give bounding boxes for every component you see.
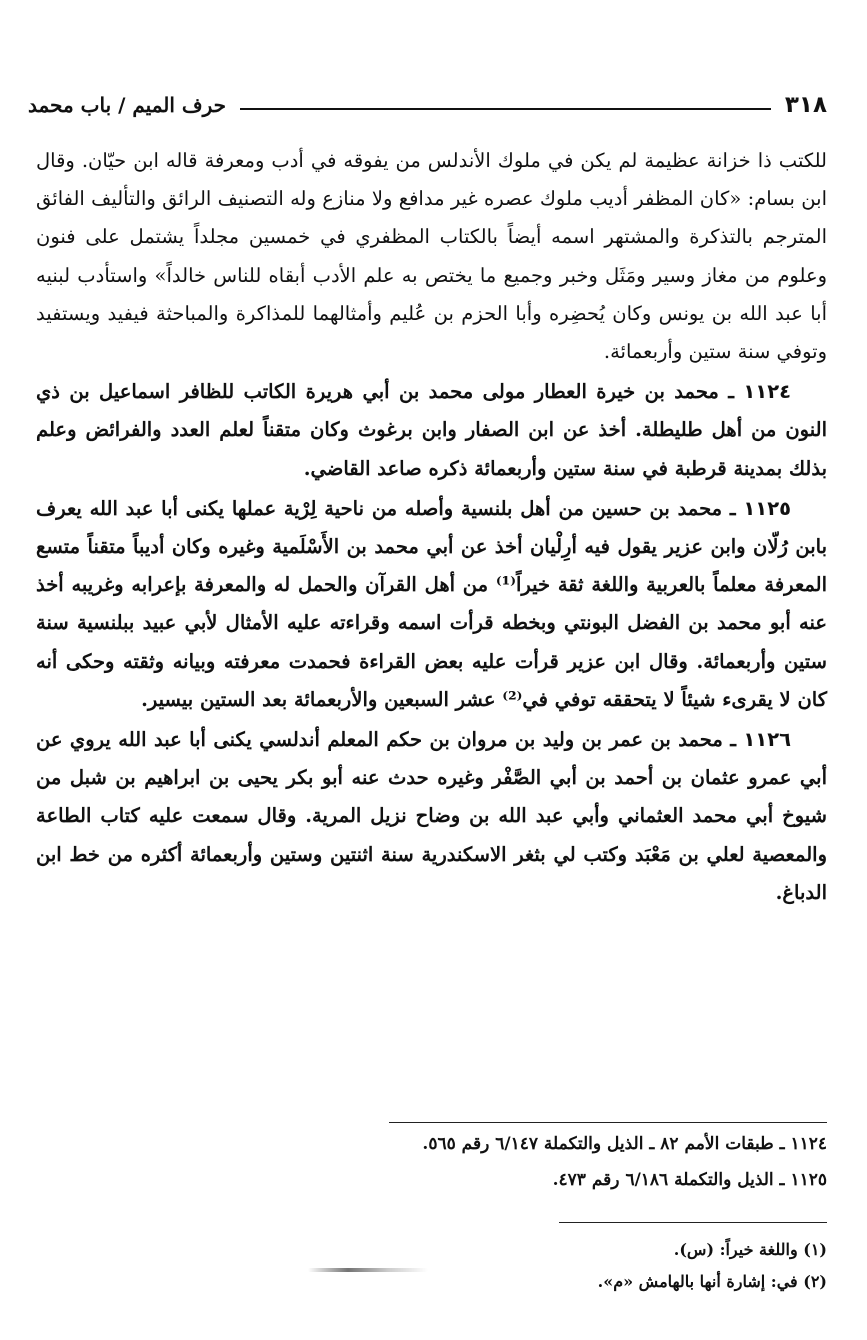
entry-number: ١١٢٦ <box>743 728 791 752</box>
scan-smudge <box>308 1268 428 1272</box>
entry-number: ١١٢٥ <box>743 496 791 520</box>
entry-number: ١١٢٤ <box>743 380 791 404</box>
entry-1124 <box>36 373 827 488</box>
entry-1126 <box>36 721 827 912</box>
sources-rule <box>389 1122 827 1123</box>
footnote: (٢) في: إشارة أنها بالهامش «م». <box>597 1272 827 1291</box>
page-number: ٣١٨ <box>784 92 827 118</box>
source-line: ١١٢٥ ـ الذيل والتكملة ٦/١٨٦ رقم ٤٧٣. <box>552 1170 827 1190</box>
entry-text: ـ محمد بن عمر بن وليد بن مروان بن حكم المعلم أندلسي يكنى أبا عبد الله يروي عن أبي عمرو عثمان بن أحمد بن أبي الصَّفْر وغيره حدث عنه أبو بكر يحيى بن ابراهيم بن شبل من شيوخ أبي محمد العثماني وأبي عبد الله بن وضاح نزيل المرية. وقال سمعت عليه كتاب الطاعة والمعصية لعلي بن مَعْبَد وكتب لي بثغر الاسكندرية سنة اثنتين وستين وأربعمائة أكثره من خط ابن الدباغ. <box>36 728 827 904</box>
entry-text: ـ محمد بن خيرة العطار مولى محمد بن أبي هريرة الكاتب للظافر اسماعيل بن ذي النون من أهل طليطلة. أخذ عن ابن الصفار وابن برغوث وكان متقناً لعلم العدد والفرائض وعلم بذلك بمدينة قرطبة في سنة ستين وأربعمائة ذكره صاعد القاضي. <box>36 380 827 480</box>
source-line: ١١٢٤ ـ طبقات الأمم ٨٢ ـ الذيل والتكملة ٦/١٤٧ رقم ٥٦٥. <box>422 1134 827 1154</box>
footnote: (١) واللغة خيراً: (س). <box>673 1240 827 1259</box>
header-rule <box>240 108 771 110</box>
running-head <box>28 88 827 122</box>
paragraph-continuation <box>36 142 827 371</box>
footnotes-list <box>327 1234 827 1298</box>
body-text <box>36 142 827 914</box>
entry-1125 <box>36 490 827 719</box>
paragraph-text: للكتب ذا خزانة عظيمة لم يكن في ملوك الأندلس من يفوقه في أدب ومعرفة قاله ابن حيّان. وقال ابن بسام: «كان المظفر أديب ملوك عصره غير مدافع ولا منازع وله التصنيف الرائق والتأليف الفائق المترجم بالتذكرة والمشتهر اسمه أيضاً بالكتاب المظفري في خمسين مجلداً يشتمل على فنون وعلوم من مغاز وسير ومَثَل وخبر وجميع ما يختص به علم الأدب أبقاه للناس خالداً» واستأدب لبنيه أبا عبد الله بن يونس وكان يُحضِره وأبا الحزم بن عُليم وأمثالهما للمذاكرة والمباحثة فيفيد ويستفيد وتوفي سنة ستين وأربعمائة. <box>36 149 827 364</box>
running-head-title: حرف الميم / باب محمد <box>28 93 227 117</box>
entry-text: ـ محمد بن حسين من أهل بلنسية وأصله من ناحية لِرْية عملها يكنى أبا عبد الله يعرف بابن رُلّان وابن عزير يقول فيه أرِلْيان أخذ عن أبي محمد بن الأَسْلَمية وغيره وكان أديباً متقناً متسع المعرفة معلماً بالعربية واللغة ثقة خيراً⁽¹⁾ من أهل القرآن والحمل له والمعرفة بإعرابه وغريبه أخذ عنه أبو محمد بن الفضل البونتي وبخطه قرأت اسمه وقراءته عليه الأمثال لأبي عبيد ببلنسية سنة ستين وأربعمائة. وقال ابن عزير قرأت عليه بعض القراءة فحمدت معرفته وبيانه وثقته وحكى أنه كان لا يقرىء شيئاً لا يتحققه توفي في⁽²⁾ عشر السبعين والأربعمائة بعد الستين بيسير. <box>36 496 827 711</box>
footnotes-rule <box>559 1222 827 1223</box>
sources-list <box>127 1126 827 1198</box>
